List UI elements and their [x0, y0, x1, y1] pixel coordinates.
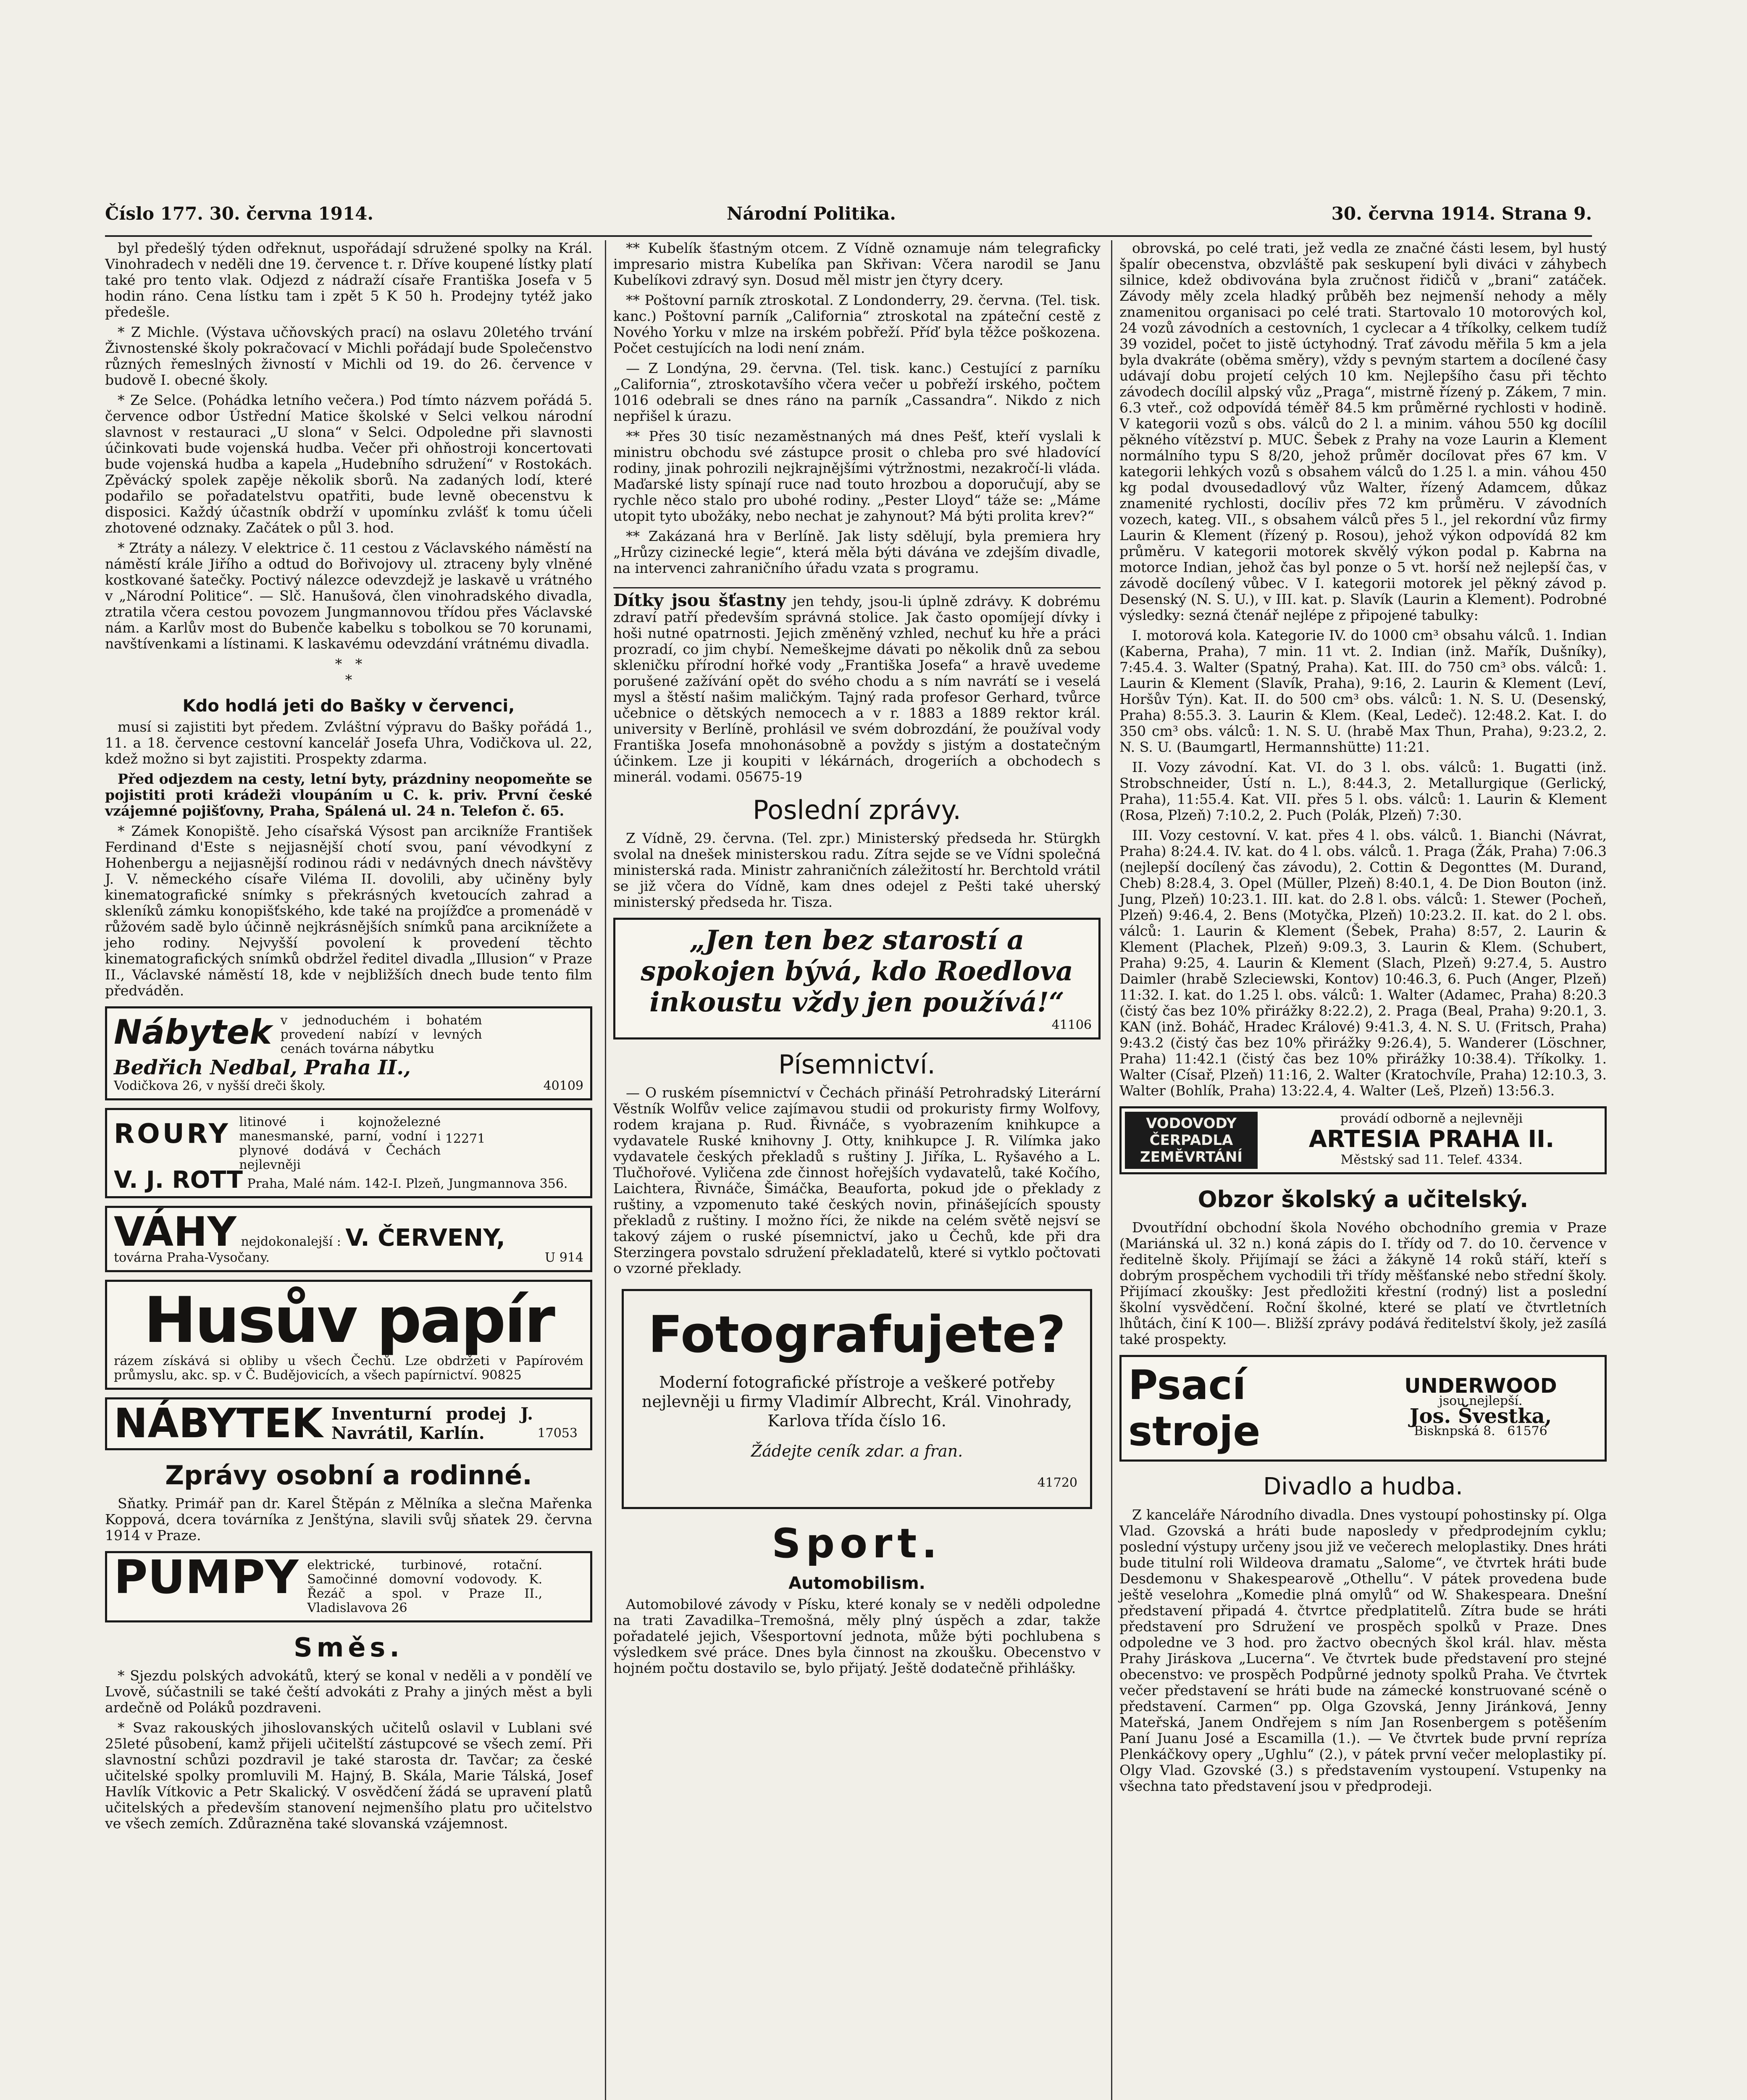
results-table: III. Vozy cestovní. V. kat. přes 4 l. obs. válců. 1. Bianchi (Návrat, Praha) 8:24.4. IV. kat. do 4 l. obs. válců. 1. Praga (Žák, Praha) 7:06.3 (nejlepší docílený čas závodu), 2. Cottin & Degonttes (M. Durand, Cheb) 8:28.4, 3. Opel (Müller, Plzeň) 8:40.1, 4. De Dion Bouton (inž. Jung, Plzeň) 10:23.1. III. kat. do 2.8 l. obs. válců: 1. Stewer (Pocheň, Plzeň) 9:46.4, 2. Bens (Motyčka, Plzeň) 10:23.2. II. kat. do 2 l. obs. válců: 1. Laurin & Klement (Šebek, Praha) 8:57, 2. Laurin & Klement (Plachek, Plzeň) 9:09.3, 3. Laurin & Klem. (Schubert, Praha) 9:25, 4. Laurin & Klement (Slach, Plzeň) 9:27.4, 5. Austro Daimler (hrabě Szleciewski, Kontov) 10:46.3, 6. Puch (Anger, Plzeň) 11:32. I. kat. do 1.25 l. obs. válců: 1. Walter (Adamec, Praha) 8:20.3 (čistý čas bez 10% přirážky 8:22.2), 2. Praga (Beal, Praha) 9:20.1, 3. KAN (inž. Boháč, Hradec Králové) 9:41.3, 4. N. S. U. (Fritsch, Praha) 9:43.2 (čistý čas bez 10% přirážky 9:26.4), 5. Wanderer (Löschner, Praha) 11:42.1 (čistý čas bez 10% přirážky 10:38.4). Tříkolky. 1. Walter (Císař, Plzeň) 11:16, 2. Walter (Kratochvíle, Praha) 12:10.3, 3. Walter (Bohlík, Praha) 13:22.4, 4. Walter (Leš, Plzeň) 13:56.3.: [1119, 827, 1607, 1099]
article-paragraph: Z kanceláře Národního divadla. Dnes vystoupí pohostinsky pí. Olga Vlad. Gzovská a hráti bude naposledy v předprodejním cyklu; poslední výstupy určeny jsou již ve večerech meloplastiky. Dnes hráti bude titulní roli Wildeova dramatu „Salome“, ve čtvrtek hráti bude Desdemonu v Shakespearově „Othellu“. V pátek provedena bude ještě veselohra „Komedie plná omylů“ od W. Shakespeara. Dnešní představení připadá 4. čtvrtce předplatitelů. Zítra bude se hráti představení pro Sdružení ve prospěch spolků v Praze. Dnes odpoledne ve 3 hod. pro žactvo obecných škol král. hlav. města Prahy Jiráskova „Lucerna“. Ve čtvrtek bude představení pro stejné obecenstvo: ve prospěch Podpůrné jednoty spolků Praha. Ve čtvrtek večer představení se hráti bude na zámecké konstruované scéně o představení. Carmen“ pp. Olga Gzovská, Jenny Jiránková, Jenny Mateřská, Janem Ondřejem s ním Jan Rosenbergem s potěšením Paní Juanu José a Escamilla (1.). — Ve čtvrtek bude první repríza Plenkáčkovy opery „Ughlu“ (2.), v pátek první večer meloplastiky pí. Olgy Vlad. Gzovské (3.) s představením vystoupení. Vstupenky na všechna tato představení jsou v předprodeji.: [1119, 1507, 1607, 1794]
advert-title: ARTESIA PRAHA II.: [1308, 1126, 1555, 1153]
advert-address: Městský sad 11. Telef. 4334.: [1340, 1152, 1523, 1167]
article-paragraph: Sňatky. Primář pan dr. Karel Štěpán z Mělníka a slečna Mařenka Koppová, dcera továrníka z Jenštýna, slavili svůj sňatek 29. června 1914 v Praze.: [105, 1495, 592, 1544]
advert-services: VODOVODY ČERPADLA ZEMĚVRTÁNÍ: [1125, 1112, 1258, 1169]
advert-firm: V. ČERVENY,: [345, 1224, 505, 1252]
advert-artesia: [1119, 1106, 1607, 1174]
advert-firm: Jos. Švestka,: [1409, 1404, 1552, 1428]
advert-text: Inventurní prodej J. Navrátil, Karlín.: [331, 1404, 533, 1443]
section-heading: Obzor školský a učitelský.: [1198, 1186, 1529, 1213]
advert-number: 90825: [481, 1368, 522, 1383]
advert-roedl-inkoust: [613, 918, 1101, 1040]
advert-title: ROURY: [114, 1118, 231, 1150]
article-paragraph: obrovská, po celé trati, jež vedla ze značné části lesem, byl hustý špalír obecenstva, obzvláště pak seskupení byli diváci v záhybech silnice, kdež obdivována byla zručnost řidičů v „brani“ zatáček. Závody měly zcela hladký průběh bez nejmenší nehody a měly znamenitou organisaci po celé trati. Startovalo 10 motorových kol, 24 vozů závodních a cestovních, 1 cyclecar a 4 tříkolky, celkem tudíž 39 vozidel, počet to jistě úctyhodný. Trať závodu měřila 5 km a jela byla dvakráte (oběma směry), vždy s pevným startem a docílené časy udávají dobu projetí celých 10 km. Nejlepšího času při těchto závodech docílil alpský vůz „Praga“, mistrně řízený p. Zákem, 7 min. 6.3 vteř., což odpovídá téměř 84.5 km průměrné rychlosti v hodině. V kategorii vozů s obs. válců do 2 l. a minim. váhou 550 kg docílil pěkného vítězství p. MUC. Šebek z Prahy na voze Laurin a Klement normálního typu S 8/20, jehož průměr docílovat přes 67 km. V kategorii lehkých vozů s obsahem válců do 1.25 l. a min. váhou 450 kg podal dvousedadlový vůz Walter, řízený Adamcem, důkaz znamenité rychlosti, docíliv přes 72 km průměru. V závodních vozech, kateg. VII., s obsahem válců přes 5 l., jel rekordní vůz firmy Laurin & Klement (řízený p. Rosou), jehož výkon odpovídá 82 km průměru. V kategorii motorek skvělý výkon podal p. Kabrna na motorce Indian, jehož čas byl ponze o 5 vt. horší než nejlepší čas, v závodě docílený vůbec. V I. kategorii motorek jel pěkný závod p. Desenský (N. S. U.), v III. kat. p. Slavík (Laurin a Klement). Podrobné výsledky: sezná čtenář nejlépe z připojené tabulky:: [1119, 240, 1607, 623]
advert-text: jsou nejlepší.: [1439, 1394, 1523, 1408]
advert-text: litinové i kojnoželezné manesmanské, parní, vodní i plynové dodává v Čechách nejlevněji: [239, 1115, 441, 1172]
column-divider: [605, 240, 606, 2100]
article-paragraph: ** Zakázaná hra v Berlíně. Jak listy sdělují, byla premiera hry „Hrůzy cizinecké legie“, která měla býti dávána ve zdejším divadle, na intervenci zahraničního úřadu vzata s programu.: [613, 528, 1101, 576]
article-paragraph: * Zámek Konopiště. Jeho císařská Výsost pan arcikníže František Ferdinand d'Este s nejjasnější chotí svou, paní vévodkyní z Hohenbergu a nejjasnější rodinou rádi v nedávných dnech návštěvy J. V. německého císaře Viléma II. dovolili, aby učiněny byly kinematografické snímky s překrásných kvetoucích zahrad a skleníků zámku konopišťského, kde také na projížďce a promenádě v růžovém sadě bylo účinně nejkrásnějších snímků pana arciknížete a jeho rodiny. Nejvyšší povolení k provedení těchto kinematografických snímků obdržel ředitel divadla „Illusion“ v Praze II., Václavské náměstí 18, kde v nejbližších dnech bude tento film předváděn.: [105, 823, 592, 999]
article-paragraph: byl předešlý týden odřeknut, uspořádají sdružené spolky na Král. Vinohradech v neděli dne 19. července t. r. Dříve koupené lístky platí také pro tento vlak. Odjezd z nádraží císaře Františka Josefa v 5 hodin ráno. Cena lístku tam i zpět 5 K 50 h. Prodejny tytéž jako předešle.: [105, 240, 592, 320]
page-date: 30. června 1914. Strana 9.: [1331, 203, 1592, 224]
advert-title: Nábytek: [114, 1013, 272, 1052]
issue-number: Číslo 177. 30. června 1914.: [105, 203, 373, 224]
section-heading: Směs.: [294, 1632, 404, 1663]
article-paragraph: ** Kubelík šťastným otcem. Z Vídně oznamuje nám telegraficky impresario mistra Kubelíka pan Skřivan: Včera narodil se Janu Kubelíkovi zdravý syn. Dosud měl mistr jen čtyry dcery.: [613, 240, 1101, 288]
advert-title: NÁBYTEK: [114, 1400, 323, 1447]
masthead-title: Národní Politika.: [727, 203, 896, 224]
advert-pumpy-rezac: [105, 1551, 592, 1622]
advert-roury-rott: [105, 1108, 592, 1198]
section-heading: Kdo hodlá jeti do Bašky v červenci,: [182, 696, 515, 716]
advert-number: 12271: [445, 1131, 486, 1146]
advert-text: Moderní fotografické přístroje a veškeré potřeby nejlevněji u firmy Vladimír Albrecht, Král. Vinohrady, Karlova třída číslo 16.: [641, 1373, 1072, 1430]
advert-title: PUMPY: [114, 1550, 299, 1604]
advert-address: Praha, Malé nám. 142-I. Plzeň, Jungmannova 356.: [247, 1176, 568, 1191]
section-heading: Písemnictví.: [778, 1049, 935, 1080]
advert-husuv-papir: [105, 1280, 592, 1390]
advert-nabytek-navratil: [105, 1397, 592, 1450]
advert-number: 61576: [1507, 1424, 1547, 1438]
column-3: [1119, 240, 1607, 1798]
advert-number: 41720: [1037, 1475, 1077, 1490]
advert-text: elektrické, turbinové, rotační. Samočinné domovní vodovody. K. Řezáč a spol. v Praze II., Vladislavova 26: [307, 1558, 543, 1615]
advert-brand: UNDERWOOD: [1404, 1374, 1557, 1398]
advert-firm: V. J. ROTT: [114, 1166, 243, 1194]
article-paragraph: — O ruském písemnictví v Čechách přináší Petrohradský Literární Věstník Wolfův velice zajímavou studii od prokuristy firmy Wolfovy, rodem krajana p. Rud. Řivnáče, s vyobrazením knihkupce a vydavatele Ruské knihovny J. Otty, knihkupce J. R. Vilímka jako vydavatele českých překladů s ruštiny J. Jiříka, L. Ryšavého a L. Tlučhořové. Vyličena zde činnost hořejších vydavatelů, také Kočího, Laichtera, Řivnáče, Šimáčka, Beauforta, pokud jde o překlady z ruštiny, a vzpomenuto také českých novin, přinášejících spousty překladů z ruštiny. I možno říci, že nikde na celém světě nejsví se takový zájem o ruské písemnictví, jako u Čechů, kde při dra Sterzingera povstalo sdružení překladatelů, které si vytklo počtovati o vzorné překlady.: [613, 1084, 1101, 1276]
insurance-notice: Před odjezdem na cesty, letní byty, prázdniny neopomeňte se pojistiti proti krádeži vloupáním u C. k. priv. První české vzájemné pojišťovny, Praha, Spálená ul. 24 n. Telefon č. 65.: [105, 771, 592, 819]
article-paragraph: Z Vídně, 29. června. (Tel. zpr.) Ministerský předseda hr. Stürgkh svolal na dnešek ministerskou radu. Zítra sejde se ve Vídni společná ministerská rada. Ministr zahraničních záležitostí hr. Berchtold vrátil se již včera do Vídně, kam dnes odejel z Pešti také uherský ministerský předseda hr. Tisza.: [613, 830, 1101, 910]
advert-nabytek-nedbal: [105, 1006, 592, 1100]
results-table: II. Vozy závodní. Kat. VI. do 3 l. obs. válců: 1. Bugatti (inž. Strobschneider, Ústí n. L.), 8:44.3, 2. Metallurgique (Gerlický, Praha), 11:55.4. Kat. VII. přes 5 l. obs. válců: 1. Laurin & Klement (Rosa, Plzeň) 7:10.2, 2. Puch (Polák, Plzeň) 7:30.: [1119, 759, 1607, 823]
advert-psaci-stroje: [1119, 1355, 1607, 1462]
section-heading: Poslední zprávy.: [753, 795, 961, 825]
article-paragraph: * Ze Selce. (Pohádka letního večera.) Pod tímto názvem pořádá 5. července odbor Ústřední Matice školské v Selci velkou národní slavnost v restauraci „U slona“ v Selci. Odpoledne při slavnosti účinkovati bude vojenská hudba. Večer při ohňostroji koncertovati bude vojenská hudba a kapela „Hudebního sdružení“ v Rostokách. Zpěvácký spolek zapěje několik sborů. Na zadaných lodí, které podařilo se pořadatelstvu opatřiti, bude levně obecenstvu k disposici. Každý účastník obdrží v upomínku zvlášť k tomu účeli zhotovené odznaky. Začátek o půl 3. hod.: [105, 392, 592, 536]
column-2: [613, 240, 1101, 1680]
article-paragraph: * Sjezdu polských advokátů, který se konal v neděli a v pondělí ve Lvově, súčastnili se také čeští advokáti z Prahy a jiných měst a byli ardečně od Poláků pozdraveni.: [105, 1667, 592, 1716]
advert-number: 40109: [543, 1079, 583, 1093]
article-paragraph: jen tehdy, jsou-li úplně zdrávy. K dobrému zdraví patří především správná stolice. Jak často opomíjejí dívky i hoši nutné opatrnosti. Jejich změněný vzhled, nechuť ku hře a práci prozradí, co jim chybí. Nemeškejme dávati po několik dnů za sebou skleničku přírodní hořké vody „Františka Josefa“ a hravě uvedeme porušené zažívání opět do svého chodu a s ním navrátí se i veselá mysl a štěstí našim maličkým. Tajný rada profesor Gerhard, tvůrce učebnice o dětských nemocech a v r. 1883 a 1889 rektor král. university v Berlíně, prohlásil ve svém dobrozdání, že používal vody Františka Josefa mnohonásobně a povždy s jistým a dostatečným účinkem. Lze ji koupiti v lékárnách, drogeriích a obchodech s minerál. vodami.: [613, 593, 1101, 785]
separator-stars: * * *: [335, 656, 363, 688]
advert-number: U 914: [544, 1250, 583, 1265]
advert-title: Husův papír: [144, 1284, 554, 1357]
section-heading: Sport.: [772, 1520, 942, 1567]
article-paragraph: — Z Londýna, 29. června. (Tel. tisk. kanc.) Cestující z parníku „California“, ztroskotavšího včera večer u pobřeží irského, počtem 1016 odebrali se dnes ráno na parník „Cassandra“. Nikdo z nich nepřišel k úrazu.: [613, 360, 1101, 424]
section-heading: Dítky jsou šťastny: [613, 591, 786, 610]
advert-number: 41106: [1051, 1018, 1092, 1032]
article-paragraph: musí si zajistiti byt předem. Zvláštní výpravu do Bašky pořádá 1., 11. a 18. července cestovní kancelář Josefa Uhra, Vodičkova ul. 22, kdež možno si byt zajistiti. Prospekty zdarma.: [105, 719, 592, 767]
article-paragraph: ** Přes 30 tisíc nezaměstnaných má dnes Pešť, kteří vyslali k ministru obchodu své zástupce prosit o chleba pro své hladovící rodiny, jinak pohrozili nejkrajnějšími výtržnostmi, nezakročí-li vláda. Maďarské listy spínají ruce nad touto hrozbou a doporučují, aby se rychle něco stalo pro ubohé rodiny. „Pester Lloyd“ táže se: „Máme utopit tyto ubožáky, nebo nechat je zahynout? Má býti prolita krev?“: [613, 428, 1101, 524]
advert-text: rázem získává si obliby u všech Čechů. Lze obdržeti v Papírovém průmyslu, akc. sp. v Č. Budějovicích, a všech papírnictví.: [114, 1354, 583, 1383]
article-paragraph: Automobilové závody v Písku, které konaly se v neděli odpoledne na trati Zavadilka–Tremošná, měly plný úspěch a zdar, takže pořadatelé jejich, Všesportovní jednota, může býti pochlubena s výsledkem své práce. Dnes byla činnost na zkoušku. Obecenstvo v hojném počtu dostavilo se, bylo přijatý. Ještě dodatečně přihlášky.: [613, 1596, 1101, 1676]
article-paragraph: Dvoutřídní obchodní škola Nového obchodního gremia v Praze (Mariánská ul. 32 n.) koná zápis do I. třídy od 7. do 10. července v ředitelně školy. Přijímají se žáci a žákyně 14 roků stáří, kteří s dobrým prospěchem vychodili tři třídy měšťanské nebo střední školy. Přijímací zkoušky: Jest předložiti křestní (rodný) list a poslední školní vysvědčení. Roční školné, které se platí ve čtvrtletních lhůtách, činí K 100—. Bližší zprávy podává ředitelství školy, jež zasílá také prospekty.: [1119, 1219, 1607, 1347]
article-paragraph: ** Poštovní parník ztroskotal. Z Londonderry, 29. června. (Tel. tisk. kanc.) Poštovní parník „California“ ztroskotal na zpáteční cestě z Nového Yorku v mlze na irském pobřeží. Příď byla těžce poškozena. Počet cestujících na lodi není znám.: [613, 292, 1101, 356]
section-heading: Divadlo a hudba.: [1263, 1473, 1463, 1500]
article-paragraph: * Svaz rakouských jihoslovanských učitelů oslavil v Lublani své 25leté působení, kamž přijeli učitelští zástupcové se všech zemí. Při slavnostní schůzi pozdravil je také starosta dr. Tavčar; za české učitelské spolky promluvili M. Hajný, B. Skála, Marie Tálská, Josef Havlík Vítkovic a Petr Skalický. V osvědčení žádá se upravení platů učitelských a především stanovení nejmenšího platu pro učitelstvo ve všech zemích. Zdůrazněna také slovanská vzájemnost.: [105, 1719, 592, 1832]
advert-title: Psací stroje: [1128, 1362, 1261, 1455]
header-rule: [105, 235, 1592, 237]
advert-firm: Bedřich Nedbal, Praha II.,: [114, 1056, 411, 1079]
page-header: [105, 203, 1592, 237]
advert-cta: Žádejte ceník zdar. a fran.: [751, 1442, 963, 1460]
advert-text: provádí odborně a nejlevněji: [1340, 1111, 1523, 1126]
advert-text: v jednoduchém i bohatém provedení nabízí v levných cenách továrna nábytku: [280, 1013, 482, 1056]
advert-address: Vodičkova 26, v nyšší dreči školy.: [114, 1079, 326, 1093]
column-divider: [1111, 240, 1112, 2100]
results-table: I. motorová kola. Kategorie IV. do 1000 cm³ obsahu válců. 1. Indian (Kaberna, Praha), 7 min. 11 vt. 2. Indian (inž. Mařík, Dušníky), 7:45.4. 3. Walter (Spatný, Praha). Kat. III. do 750 cm³ obs. válců: 1. Laurin & Klement (Slavík, Praha), 9:16, 2. Laurin & Klement (Leví, Horšův Týn). Kat. II. do 500 cm³ obs. válců: 1. N. S. U. (Desenský, Praha) 8:55.3. 3. Laurin & Klem. (Keal, Ledeč). 12:48.2. Kat. I. do 350 cm³ obs. válců: 1. N. S. U. (hrabě Max Thun, Praha), 9:23.2, 2. N. S. U. (Baumgartl, Hermannshütte) 11:21.: [1119, 627, 1607, 755]
advert-number: 05675-19: [736, 769, 802, 785]
subsection-heading: Automobilism.: [788, 1574, 925, 1593]
advert-slogan: „Jen ten bez starostí a spokojen bývá, kdo Roedlova inkoustu vždy jen používá!“: [641, 924, 1073, 1018]
advert-title: VÁHY: [114, 1208, 236, 1255]
column-1: [105, 240, 592, 1836]
article-paragraph: * Z Michle. (Výstava učňovských prací) na oslavu 20letého trvání Živnostenské školy pokračovací v Michli pořádají bude Společenstvo různých řemeslných živností v Michli od 19. do 26. července v budově I. obecné školy.: [105, 324, 592, 388]
advert-number: 17053: [537, 1426, 578, 1441]
advert-address: továrna Praha-Vysočany.: [114, 1250, 270, 1265]
section-heading: Zprávy osobní a rodinné.: [165, 1460, 532, 1491]
article-paragraph: * Ztráty a nálezy. V elektrice č. 11 cestou z Václavského náměstí na náměstí krále Jiřího a odtud do Bořivojovy ul. ztraceny byly vlněné kostkované šatečky. Poctivý nálezce odevzdejž je laskavě u vrátného v „Národní Politice“. — Slč. Hanušová, člen vinohradského divadla, ztratila včera cestou povozem Jungmannovou třídou přes Václavské nám. a Karlův most do Bubenče kabelku s tobolkou se 70 korunami, navštívenkami a lístinami. K laskavému odevzdání vrátnému divadla.: [105, 540, 592, 652]
advert-text: nejdokonalejší :: [241, 1234, 341, 1249]
advert-address: Bisknpská 8.: [1414, 1424, 1495, 1438]
advert-title: Fotografujete?: [648, 1306, 1066, 1364]
advert-vahy-cerveny: [105, 1206, 592, 1272]
advert-fotografujete: [622, 1289, 1092, 1509]
